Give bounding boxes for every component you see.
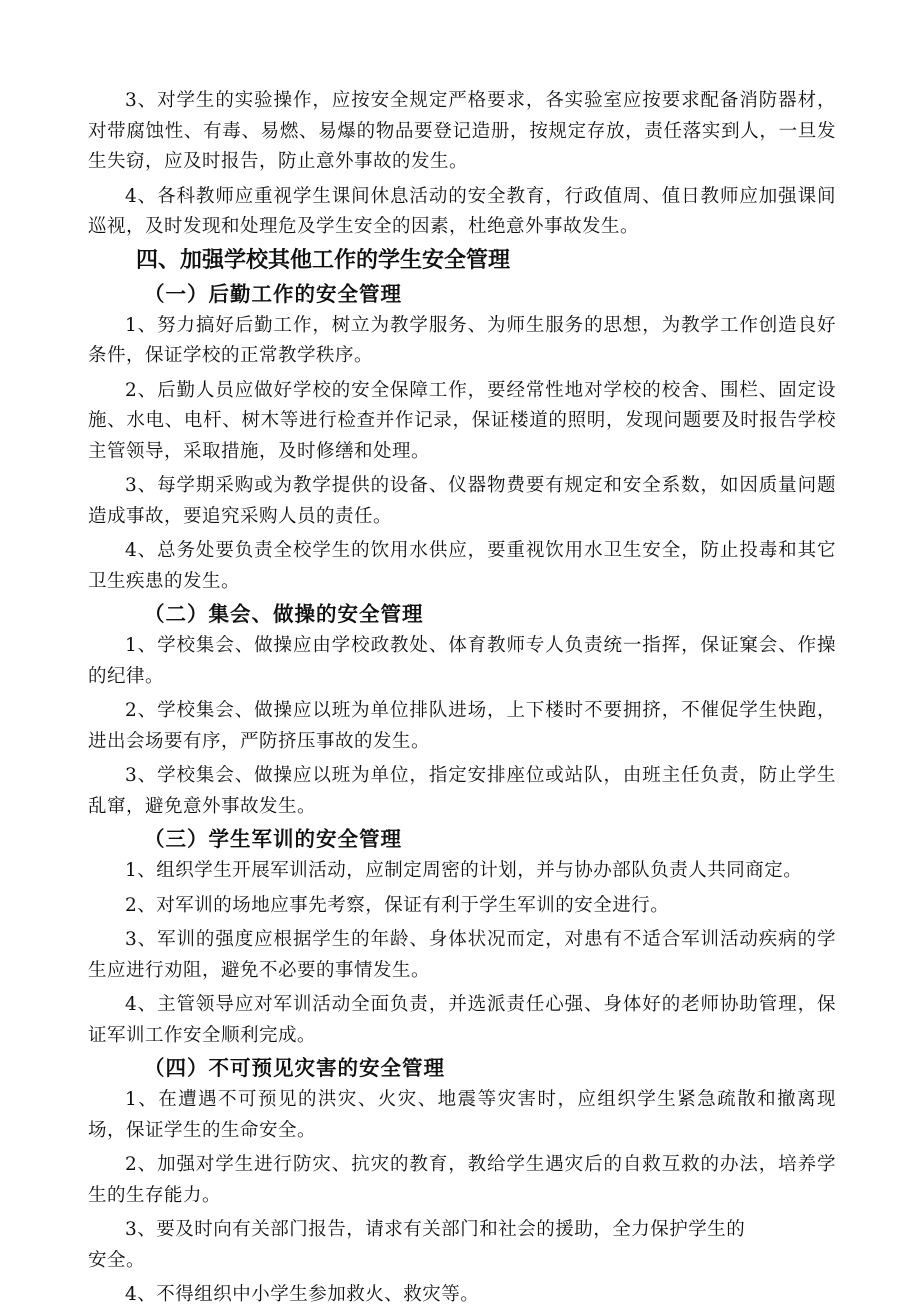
paragraph-continuation: 安全。 [88, 1249, 146, 1271]
paragraph: 3、对学生的实验操作，应按安全规定严格要求，各实验室应按要求配备消防器材，对带腐蚀性、有毒、易燃、易爆的物品要登记造册，按规定存放，责任落实到人，一旦发生失窃，应及时报告，防止意外事故的发生。 [88, 90, 836, 172]
paragraph [88, 1215, 836, 1276]
paragraph: 3、军训的强度应根据学生的年龄、身体状况而定，对患有不适合军训活动疾病的学生应进行劝阻，避免不必要的事情发生。 [88, 929, 836, 981]
subsection-military-training [88, 822, 836, 1051]
paragraph: 4、主管领导应对军训活动全面负责，并选派责任心强、身体好的老师协助管理，保证军训工作安全顺利完成。 [88, 994, 836, 1046]
paragraph: 2、学校集会、做操应以班为单位排队进场，上下楼时不要拥挤，不催促学生快跑，进出会场要有序，严防挤压事故的发生。 [88, 700, 836, 752]
intro-block [88, 86, 836, 243]
paragraph: 1、努力搞好后勤工作，树立为教学服务、为师生服务的思想，为教学工作创造良好条件，保证学校的正常教学秩序。 [88, 314, 836, 366]
paragraph: 3、学校集会、做操应以班为单位，指定安排座位或站队，由班主任负责，防止学生乱窜，避免意外事故发生。 [88, 765, 836, 817]
paragraph: 3、每学期采购或为教学提供的设备、仪器物费要有规定和安全系数，如因质量问题造成事故，要追究采购人员的责任。 [88, 475, 836, 527]
paragraph: 2、后勤人员应做好学校的安全保障工作，要经常性地对学校的校舍、围栏、固定设施、水电、电杆、树木等进行检查并作记录，保证楼道的照明，发现问题要及时报告学校主管领导，采取措施，及时修缮和处理。 [88, 379, 836, 462]
paragraph: 2、对军训的场地应事先考察，保证有利于学生军训的安全进行。 [125, 894, 670, 916]
paragraph: 4、总务处要负责全校学生的饮用水供应，要重视饮用水卫生安全，防止投毒和其它卫生疾患的发生。 [88, 540, 836, 592]
paragraph: 1、组织学生开展军训活动，应制定周密的计划，并与协办部队负责人共同商定。 [125, 860, 803, 881]
subsection-title: （一）后勤工作的安全管理 [144, 281, 402, 306]
subsection-title: （四）不可预见灾害的安全管理 [144, 1056, 445, 1080]
subsection-disaster [88, 1051, 836, 1311]
paragraph: 2、加强对学生进行防灾、抗灾的教育，教给学生遇灾后的自救互救的办法，培养学生的生存能力。 [88, 1154, 836, 1206]
paragraph: 1、在遭遇不可预见的洪灾、火灾、地震等灾害时，应组织学生紧急疏散和撤离现场，保证学生的生命安全。 [88, 1089, 836, 1141]
paragraph: 1、学校集会、做操应由学校政教处、体育教师专人负责统一指挥，保证窠会、作操的纪律。 [88, 635, 836, 687]
document-page [88, 86, 836, 1311]
subsection-assembly [88, 597, 836, 822]
paragraph-text: 3、要及时向有关部门报告，请求有关部门和社会的援助，全力保护学生的 [125, 1219, 746, 1240]
section-title: 四、加强学校其他工作的学生安全管理 [136, 247, 511, 273]
subsection-title: （二）集会、做操的安全管理 [144, 602, 424, 626]
subsection-title: （三）学生军训的安全管理 [144, 827, 402, 851]
subsection-logistics [88, 277, 836, 598]
paragraph: 4、不得组织中小学生参加救火、救灾等。 [125, 1284, 480, 1305]
paragraph: 4、各科教师应重视学生课间休息活动的安全教育，行政值周、值日教师应加强课间巡视，及时发现和处理危及学生安全的因素，杜绝意外事故发生。 [88, 185, 836, 237]
